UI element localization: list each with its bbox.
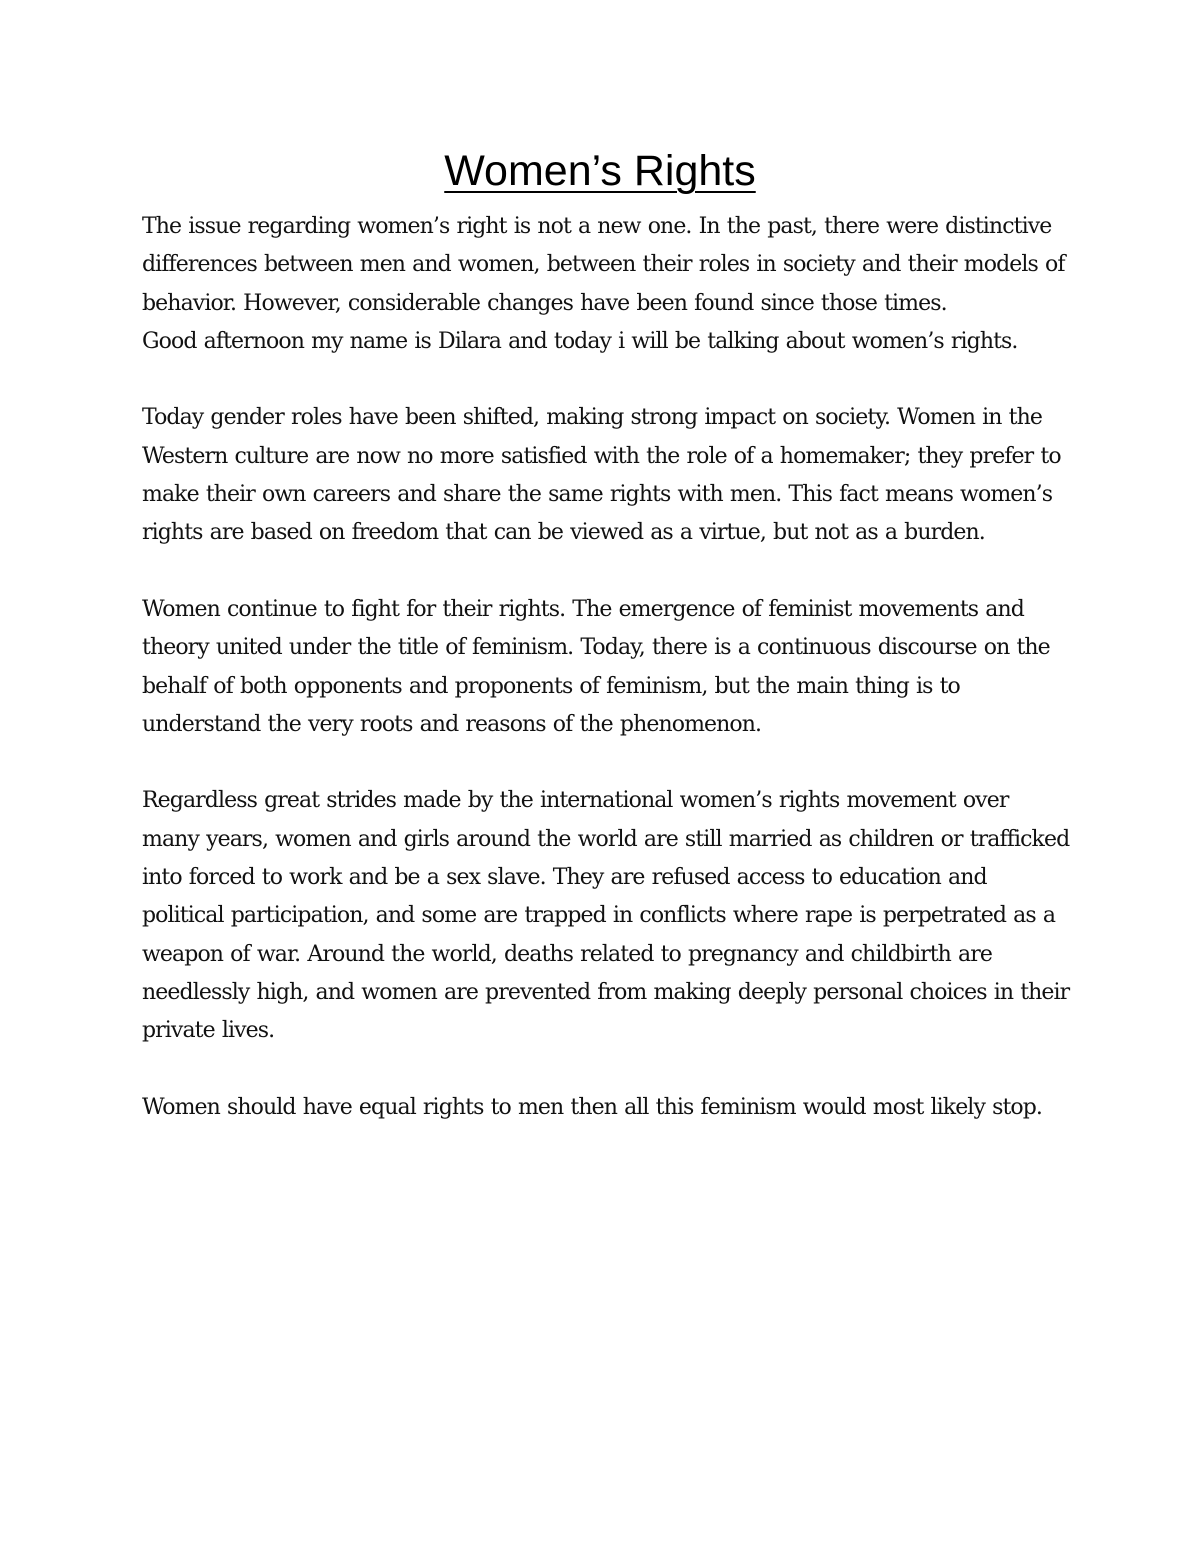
document-body bbox=[142, 208, 1072, 1127]
paragraph-greeting: Good afternoon my name is Dilara and today i will be talking about women’s rights. bbox=[142, 328, 1018, 354]
paragraph-intro: The issue regarding women’s right is not a new one. In the past, there were distinctive differences between men and women, between their roles in society and their models of behavior. However, considerable changes have been found since those times. bbox=[142, 214, 1065, 316]
document-title: Women’s Rights bbox=[444, 147, 756, 195]
paragraph-conclusion: Women should have equal rights to men then all this feminism would most likely stop. bbox=[142, 1094, 1043, 1120]
paragraph-global-issues: Regardless great strides made by the international women’s rights movement over many years, women and girls around the world are still married as children or trafficked into forced to work and be a sex slave. They are refused access to education and political participation, and some are trapped in conflicts where rape is perpetrated as a weapon of war. Around the world, deaths related to pregnancy and childbirth are needlessly high, and women are prevented from making deeply personal choices in their private lives. bbox=[142, 788, 1070, 1044]
paragraph-gender-roles: Today gender roles have been shifted, making strong impact on society. Women in the Western culture are now no more satisfied with the role of a homemaker; they prefer to make their own careers and share the same rights with men. This fact means women’s rights are based on freedom that can be viewed as a virtue, but not as a burden. bbox=[142, 405, 1061, 546]
paragraph-feminism: Women continue to fight for their rights. The emergence of feminist movements and theory united under the title of feminism. Today, there is a continuous discourse on the behalf of both opponents and proponents of feminism, but the main thing is to understand the very roots and reasons of the phenomenon. bbox=[142, 596, 1050, 737]
